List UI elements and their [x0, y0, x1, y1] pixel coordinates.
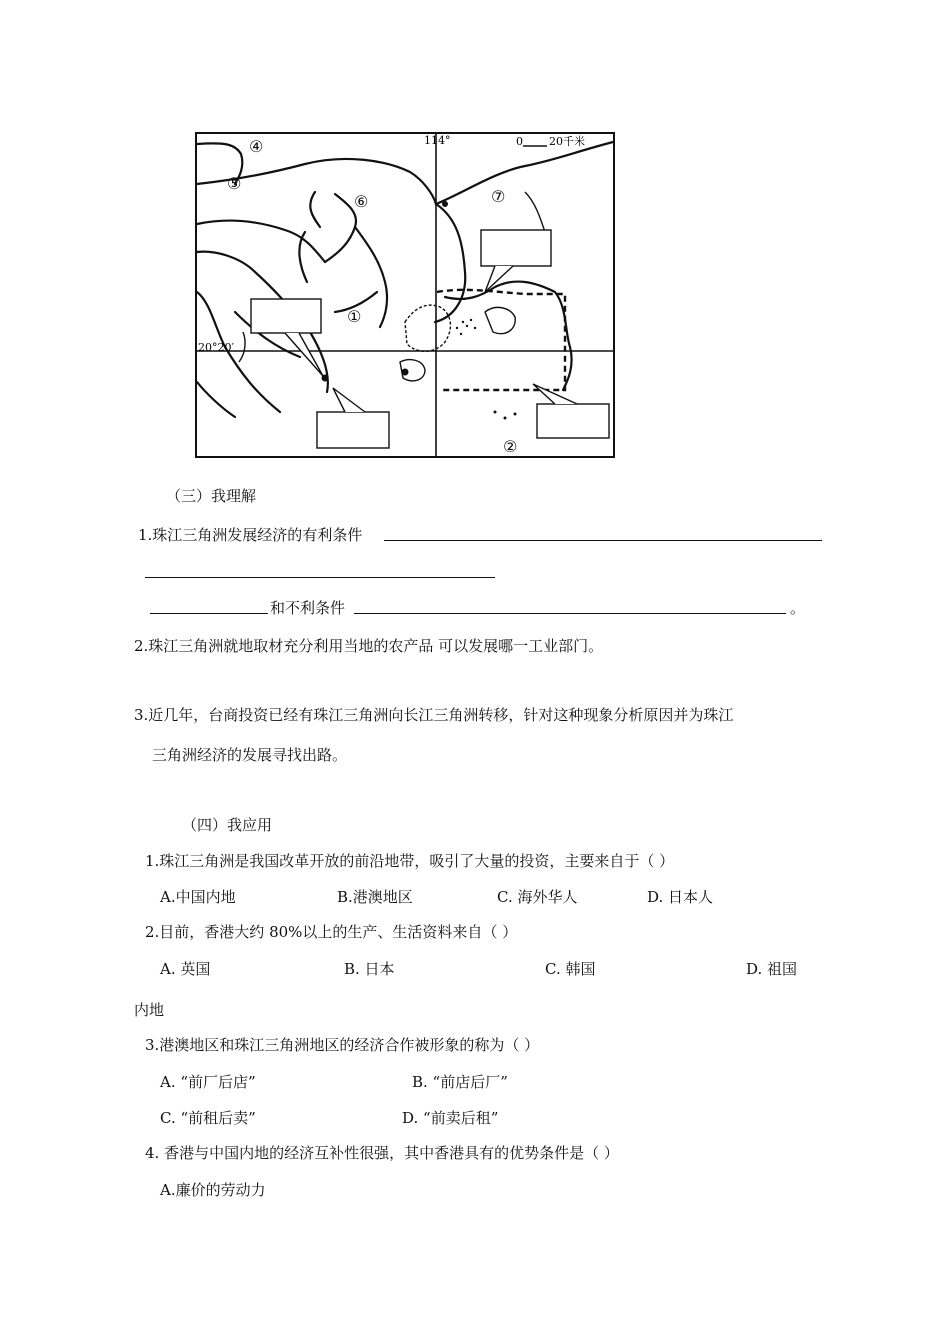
longitude-label: 114°: [424, 134, 451, 147]
q4-2-option-b[interactable]: B. 日本: [344, 960, 395, 978]
callout-box-bottom-right[interactable]: [537, 404, 609, 438]
q4-2: 2.目前，香港大约 80%以上的生产、生活资料来自（ ）: [145, 923, 518, 941]
q3-1-prefix: 1.珠江三角洲发展经济的有利条件: [138, 526, 363, 544]
scale-zero: 0: [516, 135, 523, 148]
q4-3-option-b[interactable]: B. “前店后厂”: [412, 1073, 508, 1091]
callout-box-bottom[interactable]: [317, 412, 389, 448]
q4-1-option-d[interactable]: D. 日本人: [647, 888, 714, 906]
scale-label: 20千米: [549, 135, 585, 148]
marker-6: ⑥: [354, 192, 369, 211]
callout-box-left[interactable]: [251, 299, 321, 333]
q4-2-option-d-wrap: 内地: [134, 1001, 165, 1019]
q4-3-option-a[interactable]: A. “前厂后店”: [160, 1073, 256, 1091]
q4-1: 1.珠江三角洲是我国改革开放的前沿地带，吸引了大量的投资，主要来自于（ ）: [145, 852, 675, 870]
q4-2-option-d[interactable]: D. 祖国: [746, 960, 798, 978]
q3-1-answer-blank-2[interactable]: [145, 577, 495, 578]
q3-2: 2.珠江三角洲就地取材充分利用当地的农产品 可以发展哪一工业部门。: [134, 637, 604, 655]
q4-4: 4. 香港与中国内地的经济互补性很强，其中香港具有的优势条件是（ ）: [145, 1144, 619, 1162]
q3-1-end: 。: [790, 599, 806, 617]
marker-7: ⑦: [491, 187, 506, 206]
section3-heading: （三）我理解: [166, 487, 257, 505]
latitude-label: 20°20′: [198, 341, 234, 354]
q4-3-option-c[interactable]: C. “前租后卖”: [160, 1109, 256, 1127]
q4-3-option-d[interactable]: D. “前卖后租”: [402, 1109, 499, 1127]
q4-4-option-a[interactable]: A.廉价的劳动力: [160, 1181, 266, 1199]
q3-1-middle: 和不利条件: [270, 599, 346, 617]
q4-3: 3.港澳地区和珠江三角洲地区的经济合作被形象的称为（ ）: [145, 1036, 540, 1054]
q4-1-option-b[interactable]: B.港澳地区: [337, 888, 413, 906]
section4-heading: （四）我应用: [182, 816, 273, 834]
q4-1-option-a[interactable]: A.中国内地: [160, 888, 236, 906]
q4-2-option-c[interactable]: C. 韩国: [545, 960, 596, 978]
q4-2-option-a[interactable]: A. 英国: [160, 960, 211, 978]
pearl-river-delta-map: [195, 132, 615, 458]
marker-5: ⑤: [227, 174, 242, 193]
marker-4: ④: [249, 137, 264, 156]
callout-box-top-right[interactable]: [481, 230, 551, 266]
marker-1: ①: [347, 307, 362, 326]
marker-2: ②: [503, 437, 518, 456]
q3-3-line1: 3.近几年，台商投资已经有珠江三角洲向长江三角洲转移，针对这种现象分析原因并为珠江: [134, 706, 734, 724]
q3-3-line2: 三角洲经济的发展寻找出路。: [152, 746, 348, 764]
q4-1-option-c[interactable]: C. 海外华人: [497, 888, 578, 906]
q3-1-answer-blank-4[interactable]: [354, 613, 786, 614]
q3-1-answer-blank-3[interactable]: [150, 613, 268, 614]
q3-1-answer-blank-1[interactable]: [384, 540, 822, 541]
